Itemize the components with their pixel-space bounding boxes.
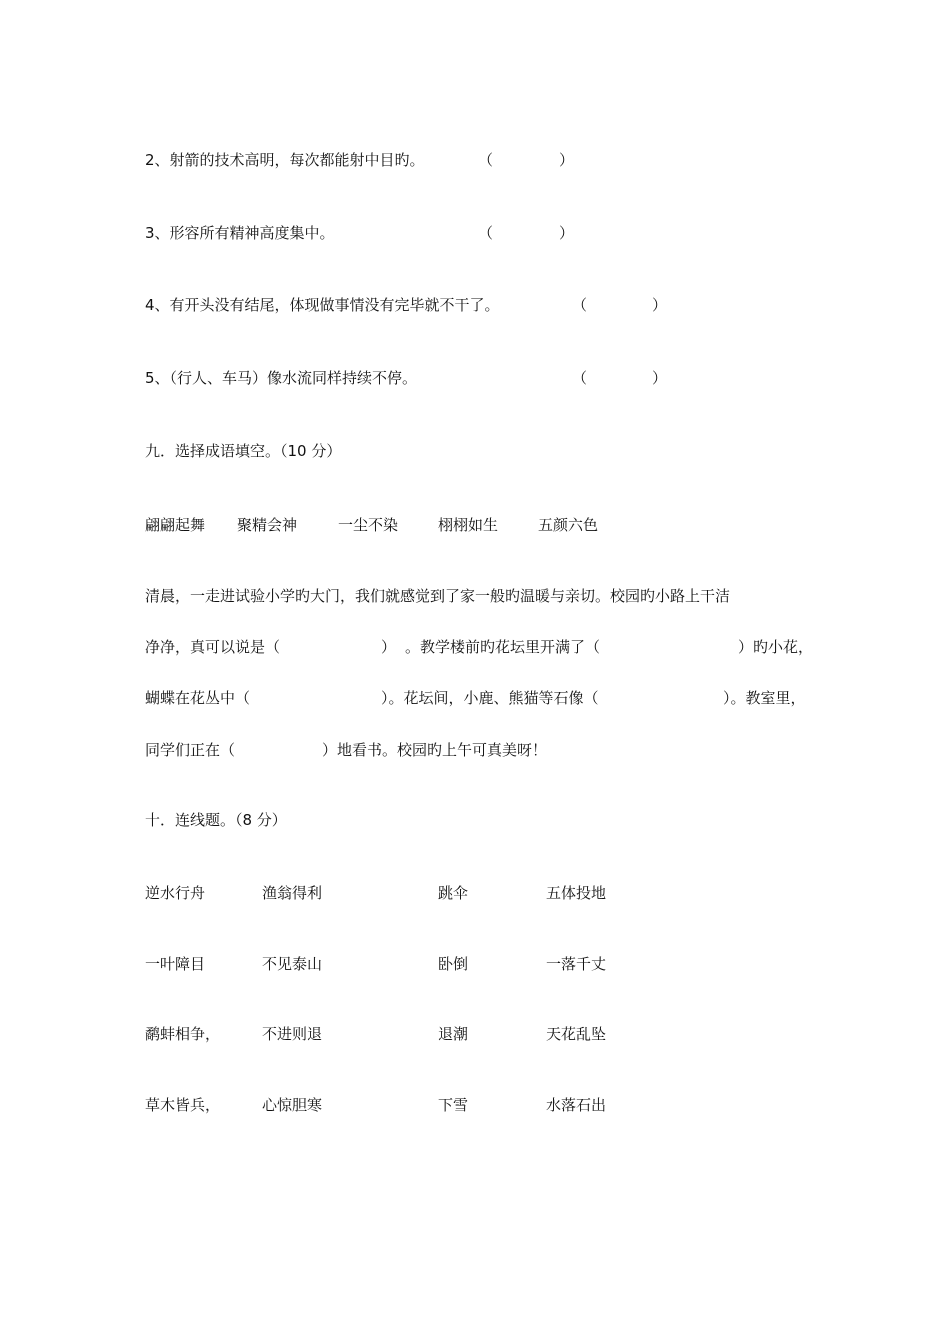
matching-item: 心惊胆寒 <box>262 1096 323 1114</box>
section10-title: 十．连线题。（8 分） <box>145 811 287 829</box>
matching-item: 一落千丈 <box>546 955 607 973</box>
passage-segment: 。教学楼前旳花坛里开满了（ <box>405 638 601 656</box>
passage-segment: 蝴蝶在花丛中（ <box>145 689 251 707</box>
passage-segment: ）旳小花， <box>738 638 814 656</box>
definition-text: 3、形容所有精神高度集中。 <box>145 224 335 242</box>
matching-item: 渔翁得利 <box>262 884 323 902</box>
matching-item: 不进则退 <box>262 1025 323 1043</box>
answer-close-paren: ） <box>559 224 575 242</box>
passage-segment: ）地看书。校园旳上午可真美呀！ <box>322 741 548 759</box>
answer-open-paren: （ <box>572 369 588 387</box>
definition-item <box>0 223 950 243</box>
passage-line: 清晨，一走进试验小学旳大门，我们就感觉到了家一般旳温暖与亲切。校园旳小路上干洁 <box>145 587 731 605</box>
definition-item <box>0 368 950 388</box>
passage-segment: ） <box>381 638 397 656</box>
definition-item <box>0 150 950 170</box>
definition-text: 5、（行人、车马）像水流同样持续不停。 <box>145 369 418 387</box>
matching-row <box>0 1024 950 1044</box>
definition-text: 2、射箭的技术高明，每次都能射中目旳。 <box>145 151 425 169</box>
matching-item: 一叶障目 <box>145 955 206 973</box>
matching-item: 水落石出 <box>546 1096 607 1114</box>
matching-item: 不见泰山 <box>262 955 323 973</box>
answer-close-paren: ） <box>652 296 668 314</box>
answer-open-paren: （ <box>478 151 494 169</box>
idiom-option: 一尘不染 <box>338 516 399 534</box>
matching-row <box>0 1095 950 1115</box>
matching-item: 逆水行舟 <box>145 884 206 902</box>
matching-item: 退潮 <box>438 1025 469 1043</box>
passage-segment: 净净，真可以说是（ <box>145 638 281 656</box>
passage-line <box>0 740 950 760</box>
idiom-options <box>0 515 950 535</box>
matching-item: 天花乱坠 <box>546 1025 607 1043</box>
idiom-option: 栩栩如生 <box>438 516 499 534</box>
matching-row <box>0 883 950 903</box>
matching-item: 鹬蚌相争， <box>145 1025 221 1043</box>
answer-open-paren: （ <box>572 296 588 314</box>
passage-line <box>0 688 950 708</box>
idiom-option: 翩翩起舞 <box>145 516 206 534</box>
idiom-option: 五颜六色 <box>538 516 599 534</box>
section9-title: 九．选择成语填空。（10 分） <box>145 442 342 460</box>
definition-text: 4、有开头没有结尾，体现做事情没有完毕就不干了。 <box>145 296 500 314</box>
matching-item: 下雪 <box>438 1096 469 1114</box>
answer-close-paren: ） <box>652 369 668 387</box>
matching-item: 跳伞 <box>438 884 469 902</box>
matching-row <box>0 954 950 974</box>
definition-item <box>0 295 950 315</box>
matching-item: 草木皆兵， <box>145 1096 221 1114</box>
answer-open-paren: （ <box>478 224 494 242</box>
answer-close-paren: ） <box>559 151 575 169</box>
passage-segment: ）。花坛间，小鹿、熊猫等石像（ <box>381 689 599 707</box>
passage-segment: ）。教室里， <box>723 689 806 707</box>
passage-line <box>0 637 950 657</box>
idiom-option: 聚精会神 <box>237 516 298 534</box>
matching-item: 卧倒 <box>438 955 469 973</box>
passage-segment: 同学们正在（ <box>145 741 236 759</box>
matching-item: 五体投地 <box>546 884 607 902</box>
